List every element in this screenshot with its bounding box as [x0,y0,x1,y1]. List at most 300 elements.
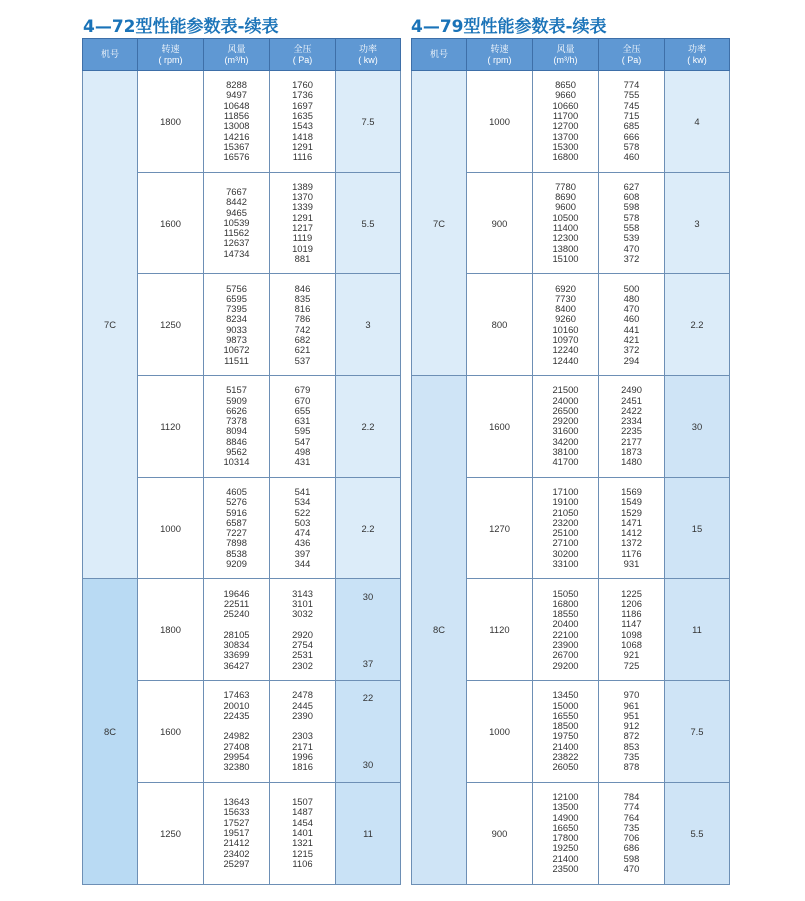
flow-value: 6595 [226,292,247,304]
pressure-value: 1471 [621,516,642,528]
flow-value: 10672 [223,344,250,356]
flow-value: 7378 [226,415,247,427]
flow-value: 17100 [552,485,579,497]
pressure-value: 786 [294,313,311,325]
speed-cell: 1000 [467,71,533,173]
pressure-header-label: 全压 [622,43,641,54]
pressure-value: 872 [623,730,640,742]
flow-value: 32380 [223,761,250,773]
flow-value: 21050 [552,506,579,518]
pressure-value: 1996 [292,751,313,763]
pressure-value: 1543 [292,120,313,132]
flow-value: 10648 [223,99,250,111]
flow-value: 12637 [223,237,250,249]
flow-value: 17527 [223,816,250,828]
flow-value: 7667 [226,185,247,197]
flow-value: 33100 [552,557,579,569]
pressure-value: 1372 [621,537,642,549]
flow-value: 9600 [555,201,576,213]
flow-value: 14216 [223,130,250,142]
pressure-header [270,39,336,71]
power-header-unit: ( kw) [358,54,378,65]
pressure-value: 294 [623,354,640,366]
pressure-value: 537 [294,354,311,366]
flow-value: 12240 [552,344,579,356]
pressure-value: 1339 [292,201,313,213]
pressure-value: 1816 [292,761,313,773]
flow-value: 8846 [226,435,247,447]
flow-value: 16800 [552,151,579,163]
model-cell: 7C [412,71,467,376]
pressure-value: 706 [623,832,640,844]
pressure-value: 735 [623,751,640,763]
flow-value: 21400 [552,740,579,752]
pressure-value: 627 [623,180,640,192]
pressure-value: 500 [623,282,640,294]
pressure-value: 460 [623,151,640,163]
flow-value: 13500 [552,801,579,813]
pressure-value: 431 [294,456,311,468]
pressure-value: 498 [294,446,311,457]
speed-cell: 1250 [138,274,204,376]
speed-header-label: 转速 [161,43,180,54]
pressure-value: 1116 [292,151,313,163]
table-row [412,71,730,173]
pressure-value: 470 [623,242,640,254]
pressure-value: 1119 [292,232,313,244]
pressure-value: 764 [623,811,640,823]
flow-value: 24982 [223,730,250,742]
pressure-value: 474 [294,527,311,539]
flow-value: 11400 [552,222,579,234]
flow-cell [533,477,599,579]
speed-cell: 1000 [467,681,533,783]
flow-value: 19100 [552,496,579,508]
pressure-value: 534 [294,496,311,508]
flow-value: 11856 [223,110,250,122]
pressure-value: 598 [623,852,640,864]
flow-value: 26050 [552,761,579,773]
flow-value: 23200 [552,516,579,528]
pressure-cell [599,71,665,173]
speed-cell: 900 [467,782,533,884]
flow-value: 9873 [226,334,247,346]
flow-value: 8690 [555,191,576,203]
flow-cell [204,376,270,478]
flow-value: 8288 [226,79,247,91]
pressure-value: 1291 [292,211,313,223]
flow-value: 10660 [552,99,579,111]
flow-cell [204,782,270,884]
pressure-value: 1635 [292,110,313,122]
flow-value: 16800 [552,597,579,609]
flow-cell [204,477,270,579]
flow-value: 34200 [552,435,579,447]
flow-value: 13450 [552,689,579,701]
pressure-value: 1697 [292,99,313,111]
pressure-cell [599,172,665,274]
power-cell: 11 [665,579,730,681]
pressure-value: 784 [623,790,640,802]
pressure-value: 951 [623,709,640,721]
flow-value: 26700 [552,649,579,661]
flow-value: 7898 [226,537,247,549]
speed-header-unit: ( rpm) [487,54,512,65]
pressure-value: 595 [294,425,311,437]
flow-value: 17463 [223,689,250,701]
speed-header [467,39,533,71]
pressure-value: 835 [294,292,311,304]
pressure-value: 1370 [292,191,313,203]
pressure-value: 547 [294,435,311,447]
flow-value: 9033 [226,323,247,335]
power-cell: 11 [336,782,401,884]
flow-value: 12100 [552,790,579,802]
model-header: 机号 [412,39,467,71]
flow-cell [533,71,599,173]
flow-value: 23500 [552,863,579,875]
flow-value: 9497 [226,89,247,101]
power-cell: 15 [665,477,730,579]
pressure-value: 881 [294,252,311,264]
flow-header [533,39,599,71]
model-cell: 8C [412,376,467,884]
flow-value: 30834 [223,639,250,651]
pressure-value: 1206 [621,597,642,609]
flow-value: 8400 [555,303,576,315]
speed-header [138,39,204,71]
flow-header-unit: (m³/h) [553,54,578,65]
pressure-value: 1215 [292,847,313,859]
pressure-value: 2303 [292,730,313,742]
flow-value: 15633 [223,806,250,818]
power-cell: 7.5 [665,681,730,783]
flow-value: 15367 [223,140,250,152]
pressure-value: 2754 [292,639,313,651]
pressure-value: 1418 [292,130,313,142]
flow-value: 13800 [552,242,579,254]
flow-value: 8538 [226,547,247,559]
flow-value: 10970 [552,334,579,346]
flow-value: 23822 [552,751,579,763]
pressure-value: 735 [623,821,640,833]
pressure-value: 1736 [292,89,313,101]
flow-value: 9209 [226,557,247,569]
flow-value: 17800 [552,832,579,844]
power-value: 37 [362,657,374,669]
flow-value: 16576 [223,151,250,163]
flow-value: 19250 [552,842,579,854]
pressure-header-unit: ( Pa) [621,54,642,65]
flow-value: 12700 [552,120,579,132]
flow-header [204,39,270,71]
pressure-value: 1454 [292,816,313,828]
flow-value: 29954 [223,751,250,763]
pressure-value: 598 [623,201,640,213]
flow-value: 9660 [555,89,576,101]
pressure-value: 372 [623,344,640,356]
pressure-value: 878 [623,761,640,773]
pressure-value: 1019 [292,242,313,254]
flow-value: 7395 [226,303,247,315]
header-row [412,39,730,71]
power-cell: 2.2 [665,274,730,376]
power-cell: 5.5 [336,172,401,274]
right-table-title: 4—79型性能参数表-续表 [411,17,607,37]
flow-value: 10160 [552,323,579,335]
flow-value: 4605 [226,485,247,497]
pressure-value: 853 [623,740,640,752]
pressure-value: 755 [623,89,640,101]
flow-value: 27408 [223,740,250,752]
power-value: 30 [362,590,374,602]
power-cell [336,579,401,681]
pressure-value: 2490 [621,384,642,396]
flow-value: 27100 [552,537,579,549]
flow-value: 6920 [555,282,576,294]
power-cell: 3 [336,274,401,376]
right-performance-table [411,38,730,885]
pressure-value: 1225 [621,587,642,599]
pressure-value: 441 [623,323,640,335]
flow-value: 5916 [226,506,247,518]
pressure-value: 1291 [292,140,313,152]
left-table-title: 4—72型性能参数表-续表 [83,17,279,37]
pressure-value: 2478 [292,689,313,701]
flow-value: 13643 [223,796,250,808]
flow-value: 6587 [226,516,247,528]
pressure-value: 470 [623,863,640,875]
flow-value: 10314 [223,456,250,468]
flow-value: 19750 [552,730,579,742]
model-cell: 7C [83,71,138,579]
pressure-value: 774 [623,79,640,91]
flow-value: 5756 [226,282,247,294]
pressure-value: 2235 [621,425,642,437]
flow-value: 11511 [224,354,249,366]
pressure-cell [270,71,336,173]
pressure-value: 480 [623,292,640,304]
pressure-value: 621 [294,344,311,356]
flow-value: 31600 [552,425,579,437]
speed-cell: 1600 [467,376,533,478]
power-cell: 3 [665,172,730,274]
power-cell: 7.5 [336,71,401,173]
speed-cell: 1000 [138,477,204,579]
pressure-value: 931 [623,557,640,569]
pressure-cell [599,274,665,376]
flow-value: 21400 [552,852,579,864]
pressure-value: 470 [623,303,640,315]
flow-value: 23402 [223,847,250,859]
speed-cell: 900 [467,172,533,274]
pressure-value: 3101 [292,597,313,609]
speed-header-label: 转速 [490,43,509,54]
model-header: 机号 [83,39,138,71]
pressure-value: 1507 [292,796,313,808]
pressure-value: 344 [294,557,311,569]
pressure-value: 503 [294,516,311,528]
pressure-value: 1549 [621,496,642,508]
pressure-value: 846 [294,282,311,294]
flow-value: 30200 [552,547,579,559]
pressure-value: 2390 [292,709,313,721]
pressure-value: 1401 [292,827,313,838]
flow-value: 8442 [226,196,247,208]
speed-cell: 1800 [138,579,204,681]
table-row [412,376,730,478]
flow-value: 21412 [223,837,250,849]
pressure-value: 1412 [621,527,642,539]
pressure-header-unit: ( Pa) [292,54,313,65]
pressure-value: 1106 [292,857,313,869]
pressure-header [599,39,665,71]
flow-value: 14734 [223,247,250,259]
flow-value: 19517 [223,827,250,838]
pressure-value: 541 [294,485,311,497]
pressure-value: 2451 [621,394,642,406]
flow-value: 20010 [223,699,250,711]
pressure-value: 921 [623,649,640,661]
pressure-value: 372 [623,252,640,264]
flow-value: 33699 [223,649,250,661]
flow-value: 21500 [552,384,579,396]
flow-cell [204,274,270,376]
pressure-value: 2920 [292,628,313,640]
flow-value: 25100 [552,527,579,539]
power-value: 30 [362,759,374,771]
pressure-value: 578 [623,211,640,223]
flow-cell [204,681,270,783]
pressure-value: 1480 [621,456,642,468]
power-split [336,591,400,669]
speed-cell: 1600 [138,681,204,783]
pressure-value: 970 [623,689,640,701]
flow-value: 12440 [552,354,579,366]
flow-value: 8094 [226,425,247,437]
flow-cell [533,376,599,478]
flow-value: 15000 [552,699,579,711]
flow-value: 25240 [223,608,250,620]
pressure-value: 686 [623,842,640,854]
pressure-cell [270,274,336,376]
speed-cell: 1250 [138,782,204,884]
speed-cell: 1600 [138,172,204,274]
flow-value: 5157 [226,384,247,396]
pressure-value: 745 [623,99,640,111]
pressure-value: 421 [623,334,640,346]
flow-value: 16650 [552,821,579,833]
pressure-value: 1321 [292,837,313,849]
flow-value: 9260 [555,313,576,325]
pressure-value: 631 [294,415,311,427]
model-cell: 8C [83,579,138,884]
pressure-value: 460 [623,313,640,325]
pressure-value: 666 [623,130,640,142]
flow-value: 8234 [226,313,247,325]
pressure-cell [599,681,665,783]
pressure-value: 1147 [621,618,642,630]
pressure-value: 436 [294,537,311,549]
pressure-value: 1186 [621,608,642,620]
flow-value: 7227 [226,527,247,539]
pressure-value: 715 [623,110,640,122]
power-split [336,692,400,770]
flow-value: 8650 [555,79,576,91]
flow-value: 13008 [223,120,250,132]
pressure-value: 1389 [292,180,313,192]
flow-value: 10539 [223,216,250,228]
flow-value: 20400 [552,618,579,630]
pressure-value: 2171 [292,740,313,752]
flow-value: 5909 [226,394,247,406]
pressure-value: 774 [623,801,640,813]
pressure-value: 1760 [292,79,313,91]
pressure-value: 2177 [621,435,642,447]
flow-cell [204,579,270,681]
flow-value: 22100 [552,628,579,640]
pressure-value: 2334 [621,415,642,427]
flow-cell [533,782,599,884]
table-row [83,71,401,173]
flow-value: 12300 [552,232,579,244]
power-header [665,39,730,71]
flow-value: 22435 [223,709,250,721]
flow-header-label: 风量 [227,43,246,54]
speed-cell: 800 [467,274,533,376]
pressure-value: 725 [623,659,640,671]
pressure-value: 3032 [292,608,313,620]
pressure-cell [270,477,336,579]
pressure-cell [270,579,336,681]
flow-value: 10500 [552,211,579,223]
flow-value: 11562 [223,227,250,239]
power-cell [336,681,401,783]
flow-value: 36427 [223,659,250,671]
pressure-value: 816 [294,303,311,315]
pressure-value: 682 [294,334,311,346]
pressure-value: 1569 [621,485,642,497]
flow-value: 16550 [552,709,579,721]
flow-value: 14900 [552,811,579,823]
pressure-value: 1068 [621,639,642,651]
pressure-value: 2422 [621,404,642,416]
flow-value: 41700 [552,456,579,468]
power-cell: 4 [665,71,730,173]
pressure-value: 522 [294,506,311,518]
pressure-cell [270,782,336,884]
pressure-value: 2445 [292,699,313,711]
flow-cell [533,681,599,783]
table-row [83,579,401,681]
pressure-value: 397 [294,547,311,559]
header-row [83,39,401,71]
speed-cell: 1120 [467,579,533,681]
pressure-cell [599,376,665,478]
power-header [336,39,401,71]
flow-cell [204,172,270,274]
flow-value: 7780 [555,180,576,192]
flow-value: 26500 [552,404,579,416]
flow-value: 22511 [223,597,250,609]
power-cell: 2.2 [336,376,401,478]
power-cell: 5.5 [665,782,730,884]
pressure-value: 679 [294,384,311,396]
flow-cell [204,71,270,173]
pressure-cell [270,376,336,478]
pressure-cell [599,477,665,579]
flow-value: 11700 [552,110,579,122]
